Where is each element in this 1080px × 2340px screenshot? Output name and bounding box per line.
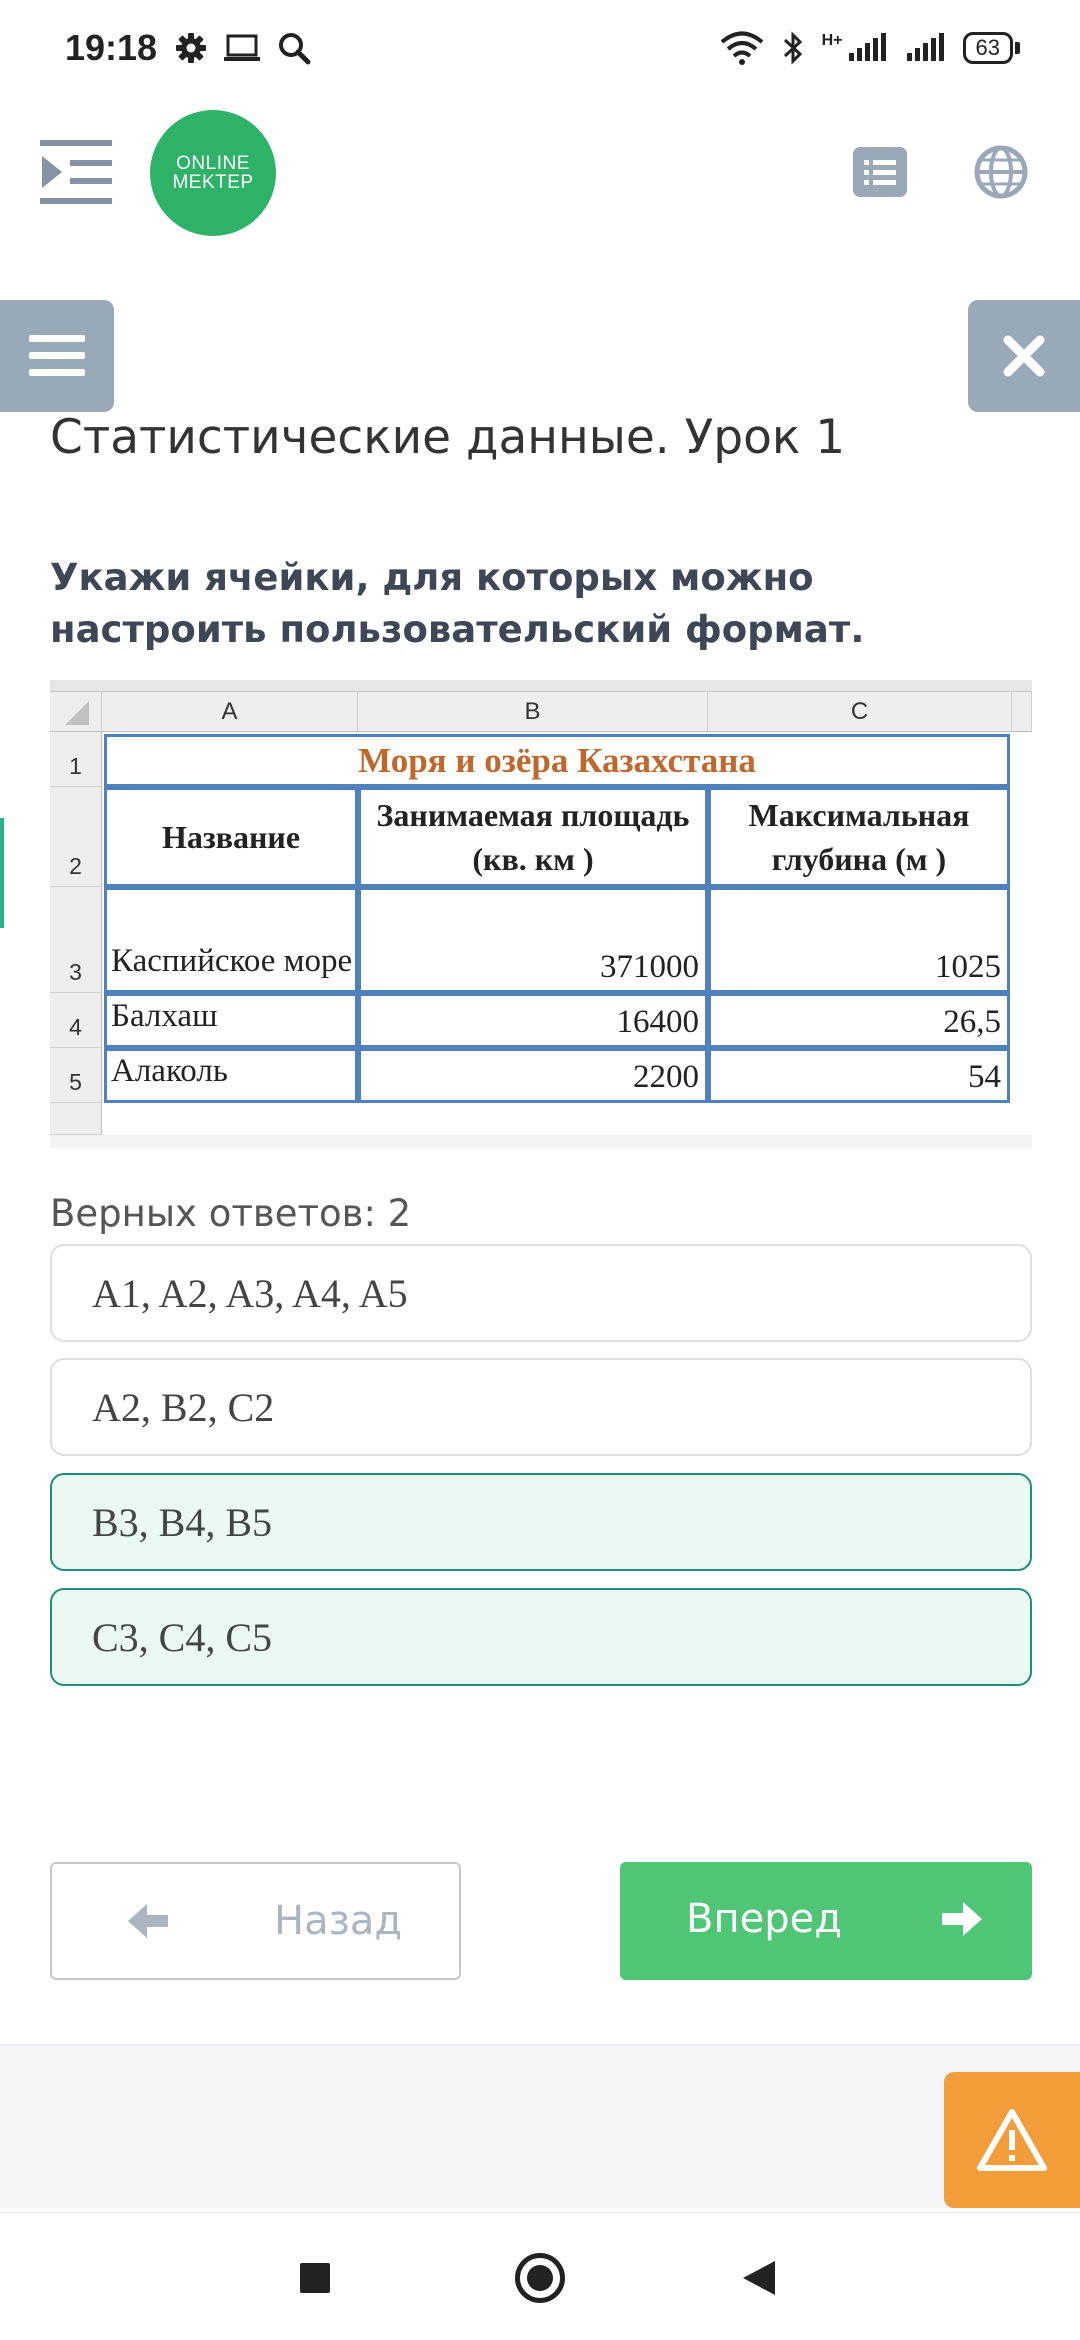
next-button-label: Вперед [686, 1896, 842, 1942]
header-cell: Максимальная глубина (м ) [708, 787, 1010, 887]
next-button[interactable] [620, 1862, 1032, 1980]
data-cell: 54 [708, 1048, 1010, 1103]
app-header [0, 100, 1080, 245]
data-cell: Алаколь [104, 1048, 358, 1103]
column-header: C [708, 692, 1012, 732]
recents-icon[interactable] [300, 2263, 330, 2293]
answer-option-label: A1, A2, A3, A4, A5 [92, 1270, 408, 1316]
arrow-left-icon [128, 1900, 170, 1942]
corner-cell [50, 692, 102, 732]
header-cell: Занимаемая площадь (кв. км ) [358, 787, 708, 887]
back-button-label: Назад [274, 1898, 403, 1944]
data-cell: 2200 [358, 1048, 708, 1103]
data-cell: Каспийское море [104, 887, 358, 993]
side-menu-button[interactable] [0, 300, 114, 412]
close-button[interactable] [968, 300, 1080, 412]
row-header: 5 [50, 1048, 102, 1103]
signal-icon [905, 33, 945, 63]
gear-icon [175, 32, 207, 64]
data-cell: 1025 [708, 887, 1010, 993]
answer-option-label: A2, B2, C2 [92, 1384, 275, 1430]
warning-icon [976, 2108, 1048, 2172]
system-nav-bar [0, 2212, 1080, 2340]
answers-count: Верных ответов: 2 [50, 1192, 412, 1235]
row-header: 4 [50, 993, 102, 1048]
report-problem-button[interactable] [944, 2072, 1080, 2208]
answer-option-selected[interactable] [50, 1588, 1032, 1686]
data-cell: 16400 [358, 993, 708, 1048]
arrow-right-icon [940, 1898, 982, 1940]
logo-line2: MEKTEP [172, 172, 254, 193]
close-icon [1003, 335, 1045, 377]
row-header: 3 [50, 887, 102, 993]
battery-level: 63 [963, 32, 1013, 64]
menu-toggle-icon[interactable] [40, 138, 112, 206]
back-triangle-icon[interactable] [743, 2261, 775, 2295]
data-cell: Балхаш [104, 993, 358, 1048]
edge-indicator [0, 818, 4, 928]
status-bar [0, 0, 1080, 95]
page-title: Статистические данные. Урок 1 [50, 410, 846, 465]
row-header: 2 [50, 787, 102, 887]
globe-icon[interactable] [974, 145, 1028, 199]
answer-option-label: C3, C4, C5 [92, 1614, 273, 1660]
wifi-icon [720, 31, 764, 65]
signal-icon [847, 33, 887, 63]
logo[interactable] [150, 110, 276, 236]
answer-option-label: B3, B4, B5 [92, 1499, 273, 1545]
status-time: 19:18 [65, 26, 158, 68]
answer-option[interactable] [50, 1244, 1032, 1342]
network-type-label: H+ [821, 31, 843, 49]
logo-line1: ONLINE [176, 153, 250, 174]
battery-icon [963, 32, 1020, 64]
search-icon [277, 31, 311, 65]
home-icon[interactable] [515, 2253, 565, 2303]
sheet-title-cell: Моря и озёра Казахстана [104, 734, 1010, 787]
column-header: A [102, 692, 358, 732]
laptop-icon [223, 33, 261, 63]
list-icon[interactable] [853, 147, 907, 197]
footer-area [0, 2044, 1080, 2208]
answer-option-selected[interactable] [50, 1473, 1032, 1571]
data-cell: 371000 [358, 887, 708, 993]
back-button[interactable] [50, 1862, 461, 1980]
question-text: Укажи ячейки, для которых можно настроить пользовательский формат. [50, 556, 865, 651]
row-header: 1 [50, 732, 102, 787]
answer-option[interactable] [50, 1358, 1032, 1456]
column-header: B [358, 692, 708, 732]
hamburger-icon [29, 333, 85, 379]
data-cell: 26,5 [708, 993, 1010, 1048]
header-cell: Название [104, 787, 358, 887]
spreadsheet-image [50, 680, 1032, 1148]
bluetooth-icon [782, 31, 804, 65]
